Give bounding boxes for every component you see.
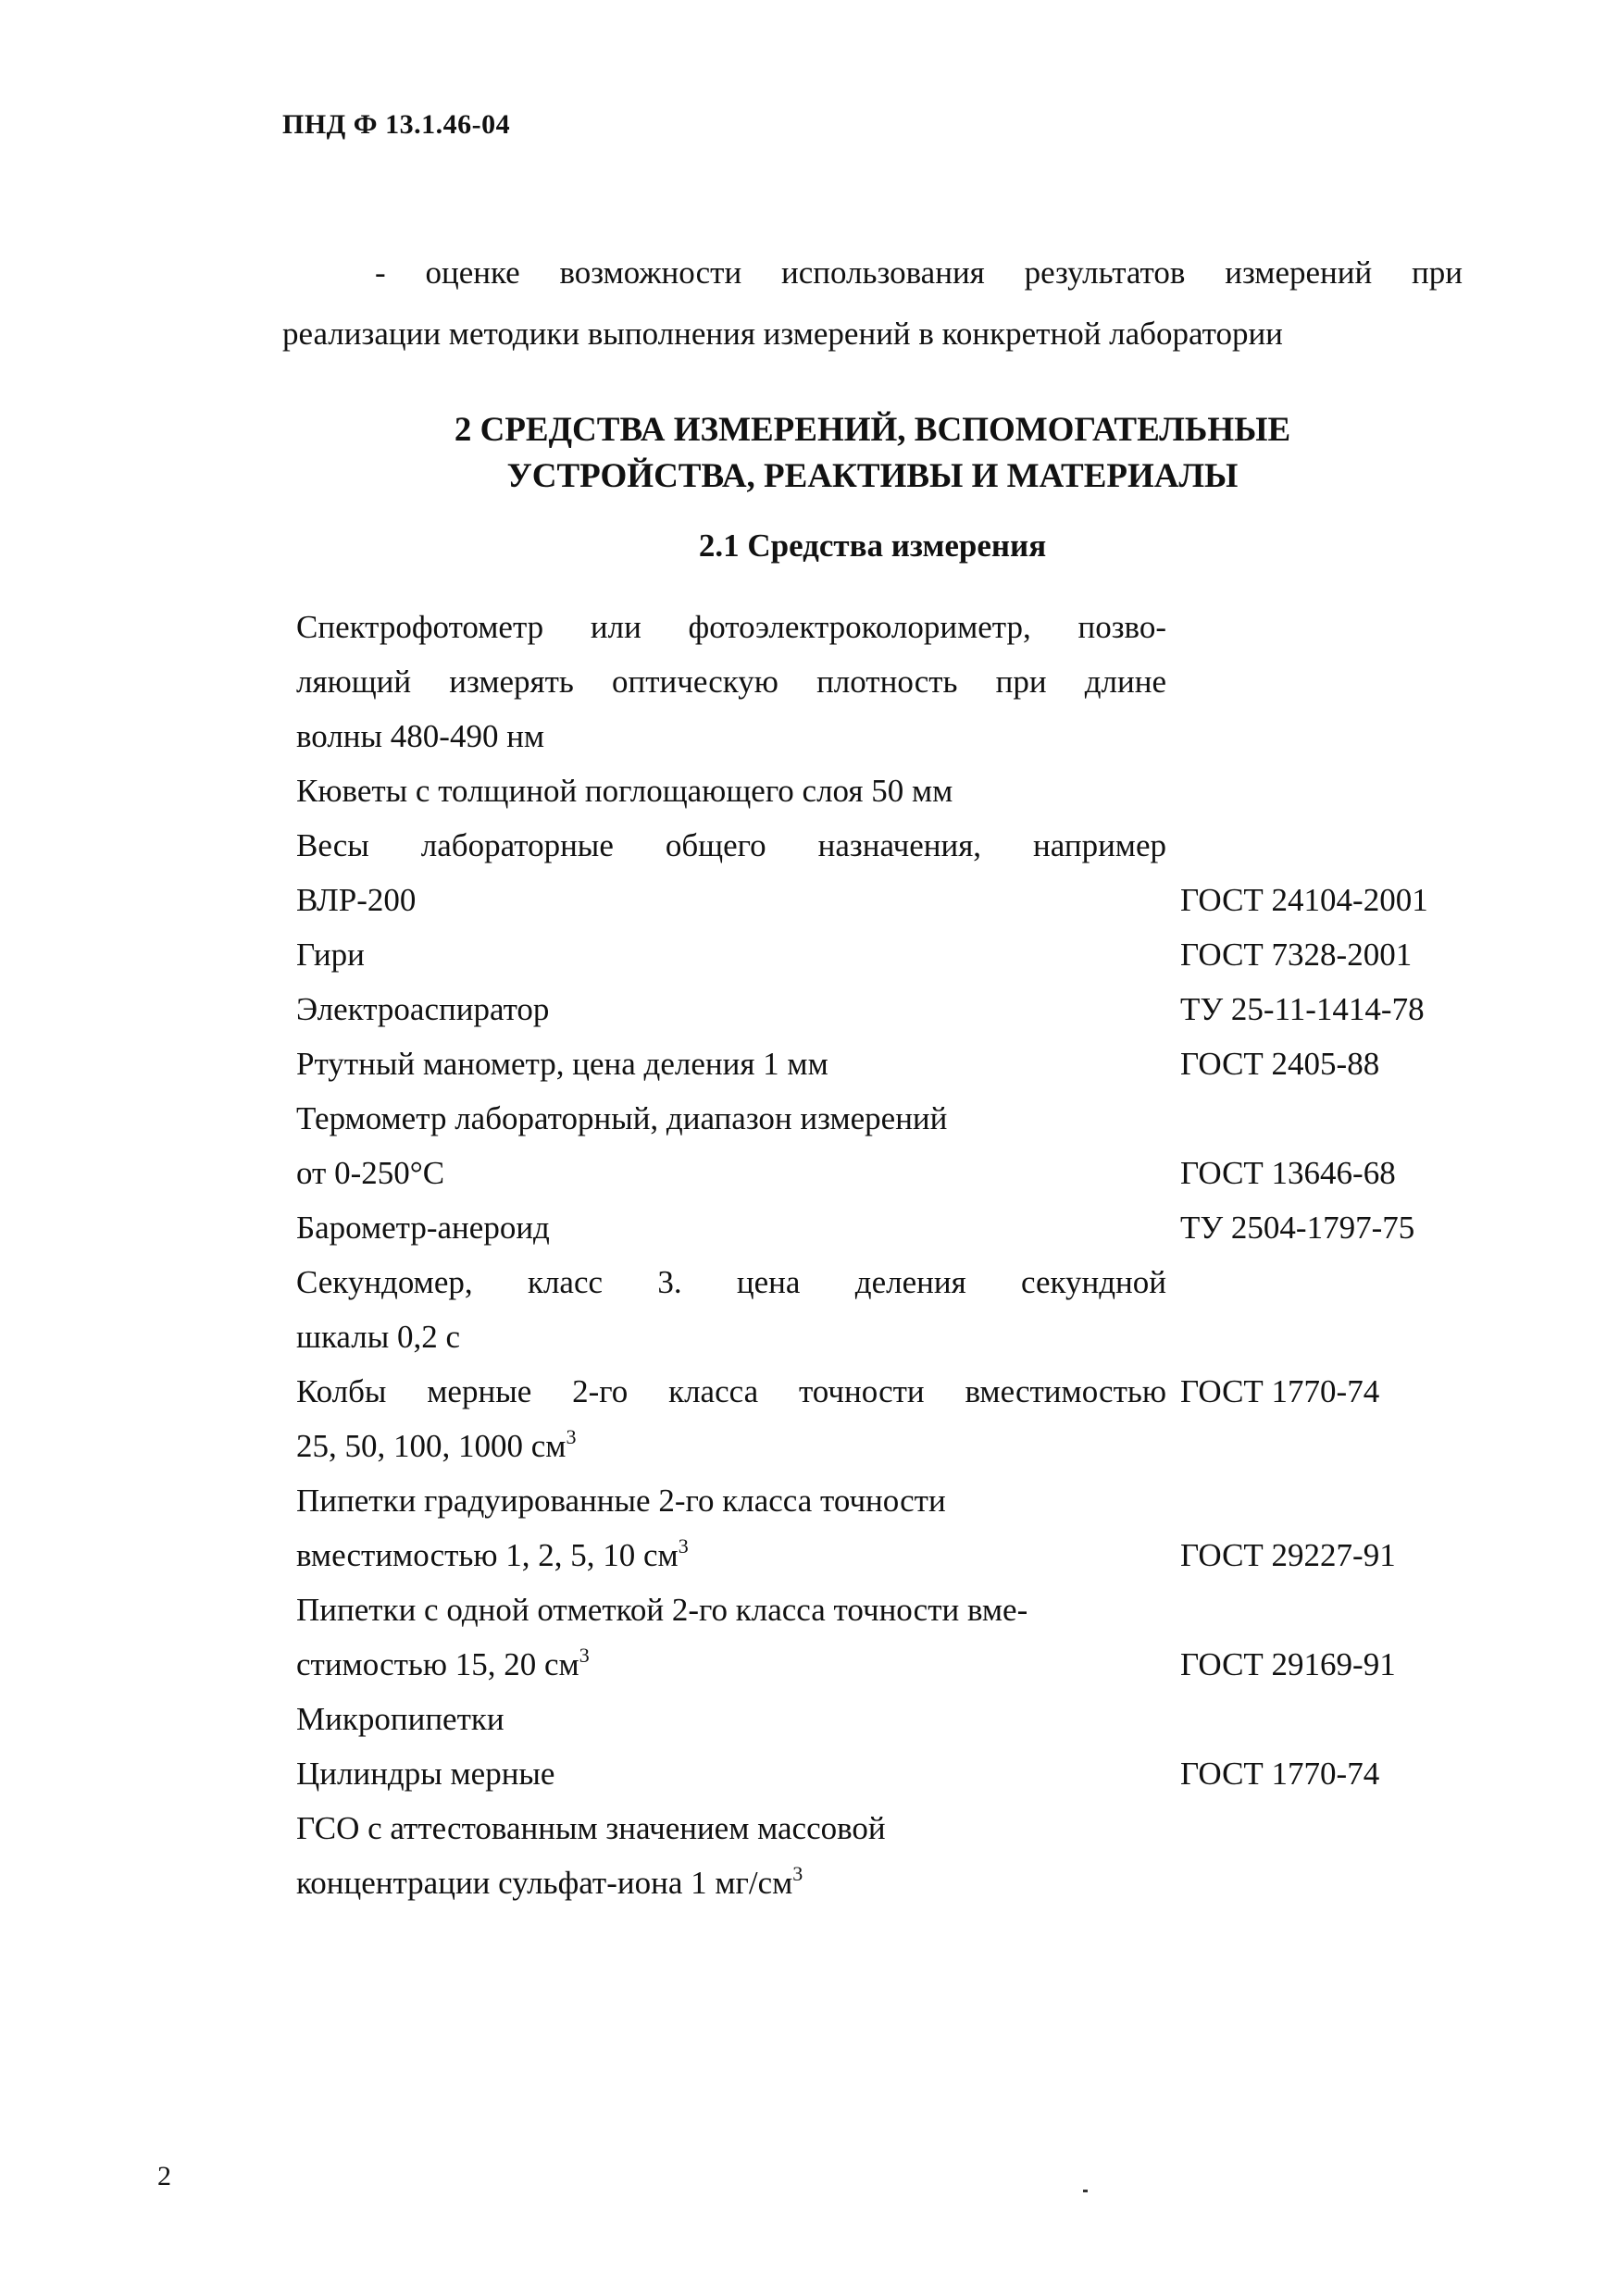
document-code: ПНД Ф 13.1.46-04 xyxy=(282,109,511,140)
item-name xyxy=(296,1473,1166,1582)
scan-artifact xyxy=(1083,2190,1088,2192)
intro-line-2: реализации методики выполнения измерений в конкретной лаборатории xyxy=(282,316,1283,352)
intro-line-1: - оценке возможности использования результатов измерений при xyxy=(375,254,1463,291)
item-name xyxy=(296,600,1166,763)
item-line xyxy=(296,1419,1166,1473)
item-standard: ГОСТ 1770-74 xyxy=(1180,1373,1380,1409)
list-item xyxy=(296,1692,1472,1746)
item-standard: ТУ 25-11-1414-78 xyxy=(1180,991,1425,1027)
list-item xyxy=(296,1255,1472,1364)
item-standard: ГОСТ 1770-74 xyxy=(1180,1756,1380,1792)
item-line: Пипетки с одной отметкой 2-го класса точности вме- xyxy=(296,1592,1028,1628)
item-line-text: вместимостью 1, 2, 5, 10 см xyxy=(296,1537,679,1573)
item-line: Весы лабораторные общего назначения, например xyxy=(296,827,1166,863)
item-line: Микропипетки xyxy=(296,1701,504,1737)
list-item xyxy=(296,818,1472,927)
item-line: волны 480-490 нм xyxy=(296,718,545,754)
list-item xyxy=(296,1582,1472,1692)
item-name xyxy=(296,1582,1166,1692)
item-line: ляющий измерять оптическую плотность при длине xyxy=(296,664,1166,700)
item-line-text: стимостью 15, 20 см xyxy=(296,1646,579,1682)
list-item xyxy=(296,763,1472,818)
item-name xyxy=(296,1200,1166,1255)
item-name xyxy=(296,1746,1166,1801)
item-line: от 0-250°С xyxy=(296,1155,445,1191)
item-line: ВЛР-200 xyxy=(296,882,417,918)
item-name xyxy=(296,1255,1166,1364)
item-name xyxy=(296,1692,1166,1746)
item-line: Барометр-анероид xyxy=(296,1210,550,1246)
item-line: Секундомер, класс 3. цена деления секундной xyxy=(296,1264,1166,1300)
item-name xyxy=(296,818,1166,927)
section-title-line-2: УСТРОЙСТВА, РЕАКТИВЫ И МАТЕРИАЛЫ xyxy=(506,457,1239,495)
item-line xyxy=(296,1637,1166,1692)
list-item xyxy=(296,1473,1472,1582)
subsection-title: 2.1 Средства измерения xyxy=(698,527,1047,564)
item-name xyxy=(296,1364,1166,1473)
page-number: 2 xyxy=(157,2161,171,2191)
list-item xyxy=(296,1200,1472,1255)
item-standard: ТУ 2504-1797-75 xyxy=(1180,1210,1415,1246)
superscript: 3 xyxy=(566,1425,577,1448)
item-line: Спектрофотометр или фотоэлектроколориметр, позво- xyxy=(296,609,1166,645)
item-name xyxy=(296,1036,1166,1091)
item-line xyxy=(296,1528,1166,1582)
superscript: 3 xyxy=(579,1644,590,1667)
item-line: Пипетки градуированные 2-го класса точности xyxy=(296,1483,946,1519)
item-line: Термометр лабораторный, диапазон измерений xyxy=(296,1100,948,1136)
list-item xyxy=(296,1746,1472,1801)
item-line: Кюветы с толщиной поглощающего слоя 50 мм xyxy=(296,773,953,809)
item-name xyxy=(296,982,1166,1036)
item-line: Электроаспиратор xyxy=(296,991,550,1027)
item-standard: ГОСТ 29227-91 xyxy=(1180,1537,1396,1573)
item-line: Ртутный манометр, цена деления 1 мм xyxy=(296,1046,828,1082)
section-title-line-1: 2 СРЕДСТВА ИЗМЕРЕНИЙ, ВСПОМОГАТЕЛЬНЫЕ xyxy=(454,411,1291,449)
section-title xyxy=(282,407,1463,500)
list-item xyxy=(296,982,1472,1036)
item-name xyxy=(296,1801,1166,1910)
item-line xyxy=(296,1855,1166,1910)
item-standard: ГОСТ 24104-2001 xyxy=(1180,882,1428,918)
superscript: 3 xyxy=(792,1862,803,1885)
item-standard: ГОСТ 29169-91 xyxy=(1180,1646,1396,1682)
intro-paragraph xyxy=(282,242,1463,365)
item-line: Колбы мерные 2-го класса точности вместимостью xyxy=(296,1373,1166,1409)
superscript: 3 xyxy=(678,1534,689,1558)
item-line: шкалы 0,2 с xyxy=(296,1319,461,1355)
item-standard: ГОСТ 7328-2001 xyxy=(1180,937,1413,973)
item-line: Гири xyxy=(296,937,365,973)
list-item xyxy=(296,600,1472,763)
item-name xyxy=(296,927,1166,982)
item-line-text: концентрации сульфат-иона 1 мг/см xyxy=(296,1865,793,1901)
item-name xyxy=(296,1091,1166,1200)
item-standard: ГОСТ 13646-68 xyxy=(1180,1155,1396,1191)
list-item xyxy=(296,1801,1472,1910)
list-item xyxy=(296,1091,1472,1200)
item-name xyxy=(296,763,1166,818)
list-item xyxy=(296,1036,1472,1091)
equipment-list xyxy=(296,600,1472,1910)
item-standard: ГОСТ 2405-88 xyxy=(1180,1046,1380,1082)
item-line: ГСО с аттестованным значением массовой xyxy=(296,1810,886,1846)
item-line: Цилиндры мерные xyxy=(296,1756,555,1792)
list-item xyxy=(296,1364,1472,1473)
list-item xyxy=(296,927,1472,982)
item-line-text: 25, 50, 100, 1000 см xyxy=(296,1428,567,1464)
